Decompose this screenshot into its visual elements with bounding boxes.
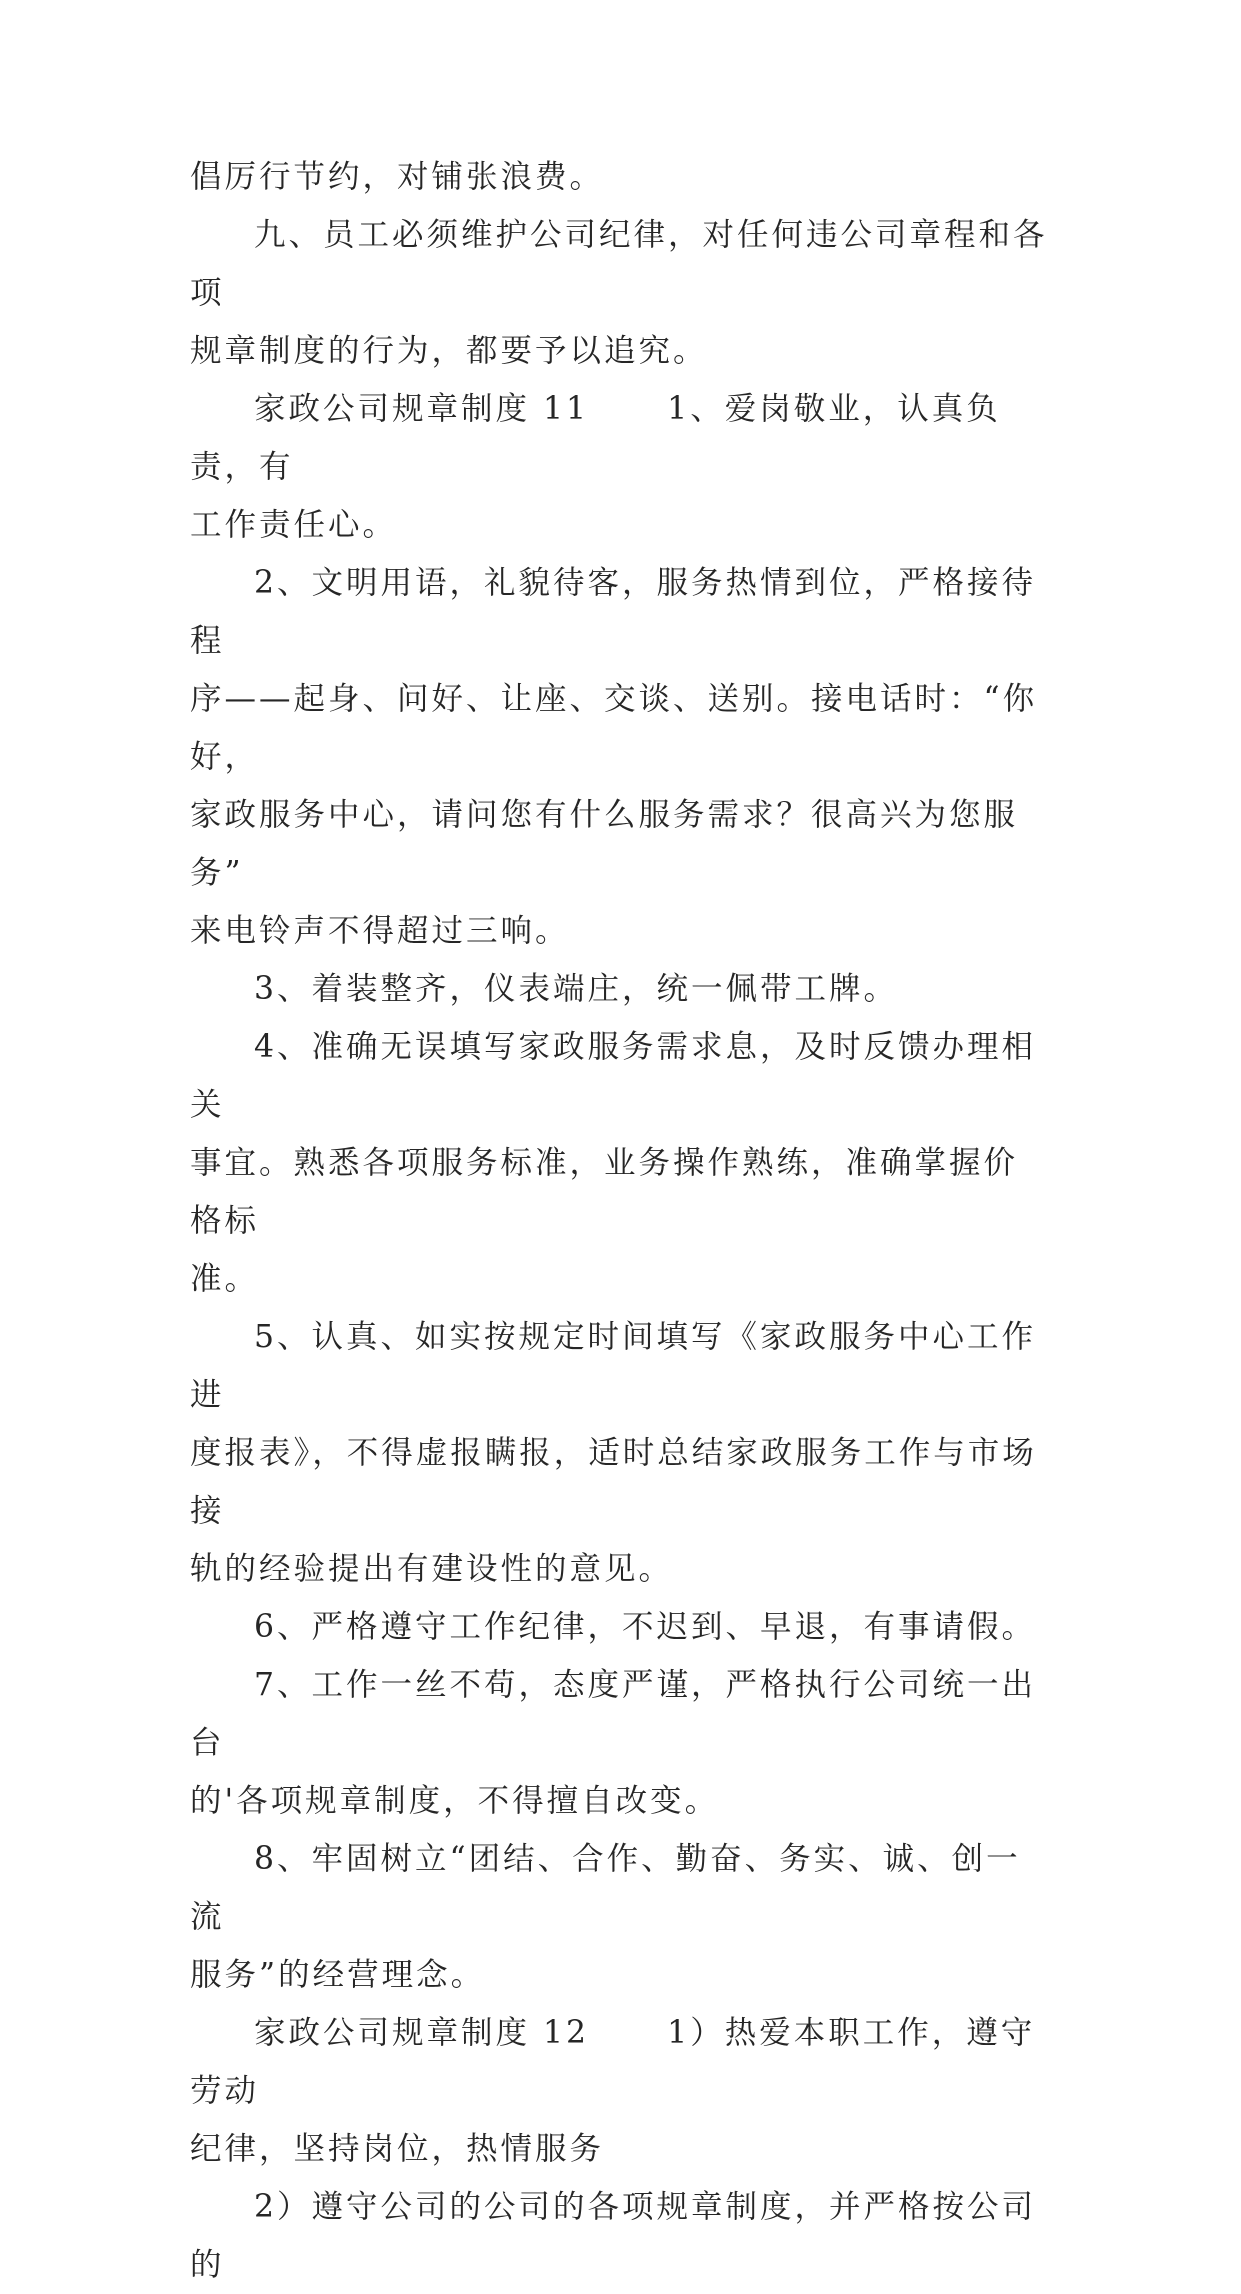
- line: 工作责任心。: [190, 507, 398, 543]
- paragraph: [190, 1308, 1050, 1598]
- paragraph: [190, 1656, 1050, 1830]
- paragraph: [190, 1830, 1050, 2004]
- line: 2、文明用语，礼貌待客，服务热情到位，严格接待程: [190, 565, 1037, 659]
- document-body: [190, 148, 1050, 2294]
- line: 8、牢固树立“团结、合作、勤奋、务实、诚、创一流: [190, 1841, 1021, 1935]
- paragraph: [190, 380, 1050, 554]
- line: 4、准确无误填写家政服务需求息，及时反馈办理相关: [190, 1029, 1037, 1123]
- line: 倡厉行节约，对铺张浪费。: [190, 159, 605, 195]
- line: 服务”的经营理念。: [190, 1957, 486, 1993]
- paragraph: [190, 554, 1050, 960]
- paragraph: [190, 960, 1050, 1018]
- paragraph: [190, 1598, 1050, 1656]
- line: 2）遵守公司的公司的各项规章制度，并严格按公司的: [190, 2189, 1037, 2283]
- paragraph: [190, 2178, 1050, 2294]
- line: 的'各项规章制度，不得擅自改变。: [190, 1783, 720, 1819]
- line: 5、认真、如实按规定时间填写《家政服务中心工作进: [190, 1319, 1037, 1413]
- paragraph: [190, 148, 1050, 206]
- paragraph: [190, 206, 1050, 380]
- line: 3、着装整齐，仪表端庄，统一佩带工牌。: [254, 971, 899, 1007]
- line: 家政服务中心，请问您有什么服务需求？很高兴为您服务”: [190, 797, 1019, 891]
- line: 家政公司规章制度 12 1）热爱本职工作，遵守劳动: [190, 2015, 1036, 2109]
- line: 来电铃声不得超过三响。: [190, 913, 570, 949]
- line: 6、严格遵守工作纪律，不迟到、早退，有事请假。: [254, 1609, 1037, 1645]
- line: 纪律，坚持岗位，热情服务: [190, 2131, 605, 2167]
- line: 轨的经验提出有建设性的意见。: [190, 1551, 674, 1587]
- line: 准。: [190, 1261, 260, 1297]
- paragraph: [190, 2004, 1050, 2178]
- line: 事宜。熟悉各项服务标准，业务操作熟练，准确掌握价格标: [190, 1145, 1019, 1239]
- line: 7、工作一丝不苟，态度严谨，严格执行公司统一出台: [190, 1667, 1037, 1761]
- line: 九、员工必须维护公司纪律，对任何违公司章程和各项: [190, 217, 1048, 311]
- line: 度报表》，不得虚报瞒报，适时总结家政服务工作与市场接: [190, 1435, 1037, 1529]
- paragraph: [190, 1018, 1050, 1308]
- line: 家政公司规章制度 11 1、爱岗敬业，认真负责，有: [190, 391, 1001, 485]
- line: 序——起身、问好、让座、交谈、送别。接电话时：“你好，: [190, 681, 1038, 775]
- line: 规章制度的行为，都要予以追究。: [190, 333, 708, 369]
